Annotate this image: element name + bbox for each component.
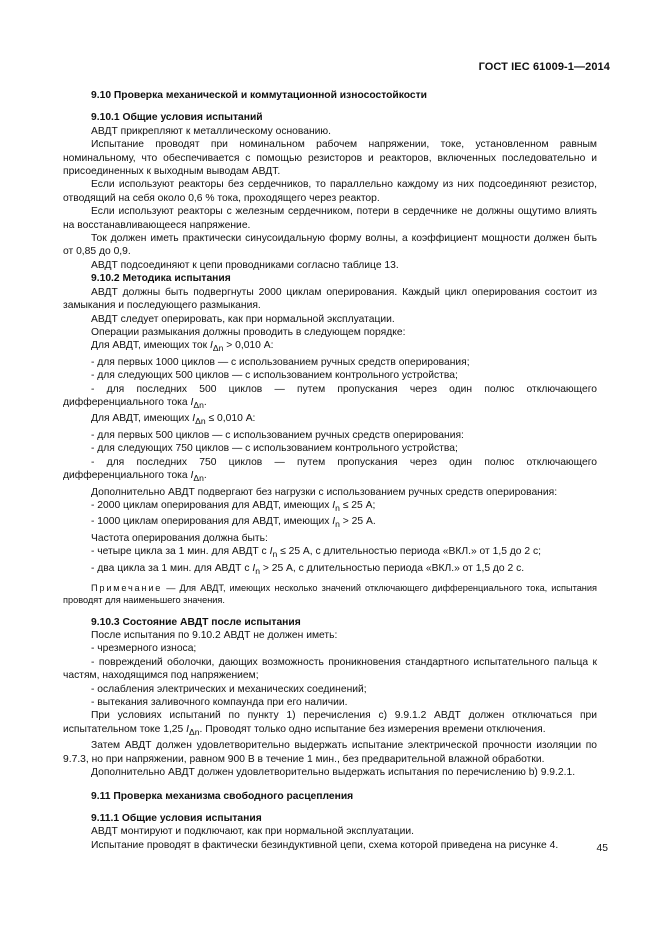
subsection-9-10-1-title: 9.10.1 Общие условия испытаний xyxy=(91,112,263,124)
paragraph: АВДТ прикрепляют к металлическому основанию. xyxy=(91,125,331,137)
standard-header: ГОСТ IEC 61009-1—2014 xyxy=(478,61,610,73)
list-heading: Для АВДТ, имеющих ток $I_{\Delta n} > 0,010$ А: xyxy=(91,340,274,354)
paragraph: Затем АВДТ должен удовлетворительно выдержать испытание электрической прочности изоляции по 9.7.3, но при напряжении, равном 900 В в течение 1 мин., без предварительной влажной обработки. xyxy=(63,740,597,765)
paragraph: Дополнительно АВДТ должен удовлетворительно выдержать испытания по перечислению b) 9.9.2.1. xyxy=(91,767,576,779)
list-item: - для первых 500 циклов — с использованием ручных средств оперирования: xyxy=(91,429,464,441)
paragraph: Дополнительно АВДТ подвергают без нагрузки с использованием ручных средств оперирования: xyxy=(91,486,558,498)
list-item: - для последних 500 циклов — путем пропускания через один полюс отключающего дифференциального тока $I_{\Delta n}$. xyxy=(63,383,597,411)
paragraph: АВДТ следует оперировать, как при нормальной эксплуатации. xyxy=(91,313,395,325)
list-item: - два цикла за 1 мин. для АВДТ с $I_n > 25$ А, с длительностью периода «ВКЛ.» от 1,5 до 2 с. xyxy=(91,562,525,576)
paragraph: Операции размыкания должны проводить в следующем порядке: xyxy=(91,326,406,338)
paragraph: Испытание проводят в фактически безиндуктивной цепи, схема которой приведена на рисунке 4. xyxy=(91,839,559,851)
list-item: - для первых 1000 циклов — с использованием ручных средств оперирования; xyxy=(91,356,470,368)
list-item: - четыре цикла за 1 мин. для АВДТ с $I_n \le 25$ А, с длительностью периода «ВКЛ.» от 1,5 до 2 с; xyxy=(91,546,541,560)
paragraph: АВДТ монтируют и подключают, как при нормальной эксплуатации. xyxy=(91,826,414,838)
section-9-10-title: 9.10 Проверка механической и коммутационной износостойкости xyxy=(91,90,428,101)
paragraph: Если используют реакторы с железным сердечником, потери в сердечнике не должны ощутимо влиять на восстанавливающееся напряжение. xyxy=(63,206,597,231)
note-label: Примечание xyxy=(91,583,163,594)
subsection-9-11-1-title: 9.11.1 Общие условия испытания xyxy=(91,812,262,824)
subsection-9-10-3-title: 9.10.3 Состояние АВДТ после испытания xyxy=(91,616,301,628)
paragraph: АВДТ должны быть подвергнуты 2000 циклам оперирования. Каждый цикл оперирования состоит из замыкания и последующего размыкания. xyxy=(63,286,597,312)
paragraph: Ток должен иметь практически синусоидальную форму волны, а коэффициент мощности должен быть от 0,85 до 0,9. xyxy=(63,233,597,258)
paragraph: Если используют реакторы без сердечников, то параллельно каждому из них подсоединяют резистор, отводящий на себя около 0,6 % тока, проходящего через реактор. xyxy=(63,179,597,204)
list-item: - для следующих 750 циклов — с использованием контрольного устройства; xyxy=(91,443,458,455)
subsection-9-10-2-title: 9.10.2 Методика испытания xyxy=(91,273,231,285)
paragraph: Частота оперирования должна быть: xyxy=(91,532,268,544)
list-item: - чрезмерного износа; xyxy=(91,643,197,655)
list-heading: Для АВДТ, имеющих $I_{\Delta n} \le 0,010$ А: xyxy=(91,413,256,427)
list-item: - вытекания заливочного компаунда при его наличии. xyxy=(91,697,348,709)
list-item: - 2000 циклам оперирования для АВДТ, имеющих $I_n \le 25$ А; xyxy=(91,499,376,514)
page-number: 45 xyxy=(596,843,608,854)
section-9-11-title: 9.11 Проверка механизма свободного расцепления xyxy=(91,790,354,802)
list-item: - для следующих 500 циклов — с использованием контрольного устройства; xyxy=(91,370,458,382)
note: Примечание — Для АВДТ, имеющих несколько значений отключающего дифференциального тока, испытания проводят для наименьшего значения. xyxy=(63,583,597,606)
list-item: - 1000 циклам оперирования для АВДТ, имеющих $I_n > 25$ А. xyxy=(91,516,376,530)
paragraph: При условиях испытаний по пункту 1) перечисления с) 9.9.1.2 АВДТ должен отключаться при испытательном токе 1,25 $I_{\Delta n}$. Проводят только одно испытание без измерения времени отключения. xyxy=(63,710,597,737)
paragraph: Испытание проводят при номинальном рабочем напряжении, токе, установленном равным номинальному, что обеспечивается с помощью резисторов и реакторов, включенных последовательно и присоединенных к выходным выводам АВДТ. xyxy=(63,139,597,178)
list-item: - ослабления электрических и механических соединений; xyxy=(91,683,367,695)
list-item: - для последних 750 циклов — путем пропускания через один полюс отключающего дифференциального тока $I_{\Delta n}$. xyxy=(63,456,597,484)
paragraph: После испытания по 9.10.2 АВДТ не должен иметь: xyxy=(91,630,338,641)
list-item: - повреждений оболочки, дающих возможность проникновения стандартного испытательного пальца к частям, находящимся под напряжением; xyxy=(63,656,597,682)
paragraph: АВДТ подсоединяют к цепи проводниками согласно таблице 13. xyxy=(91,259,399,271)
page-content xyxy=(63,89,597,852)
